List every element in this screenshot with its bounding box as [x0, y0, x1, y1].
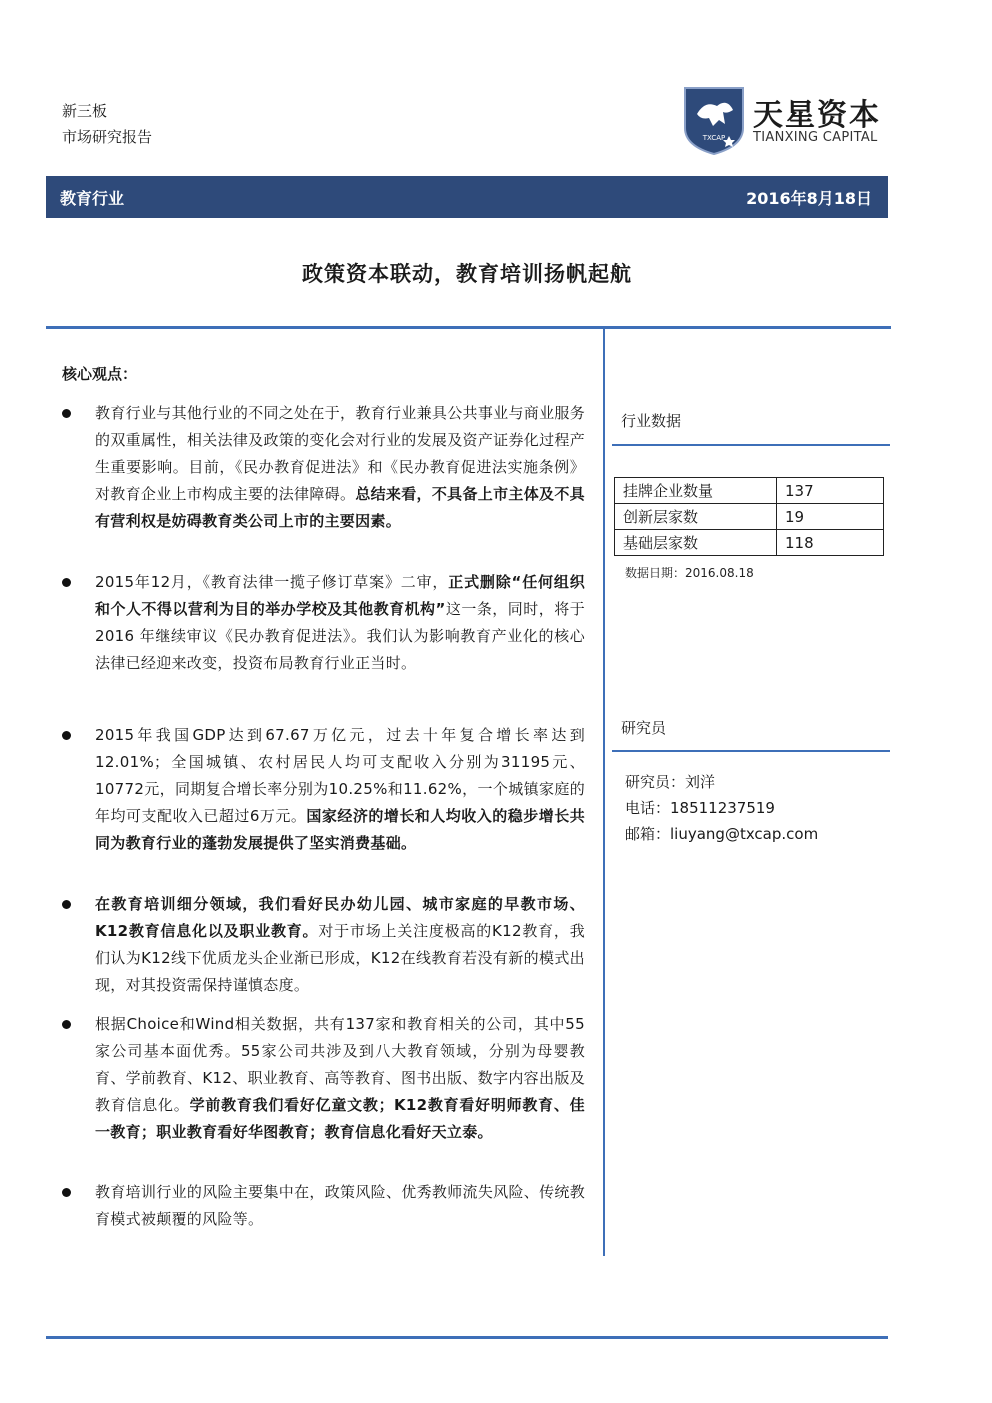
divider-bottom [46, 1336, 888, 1339]
bullet-text-bold: 正式删除“任何组织和个人不得以营利为目的举办学校及其他教育机构” [95, 573, 585, 618]
stat-label: 创新层家数 [615, 504, 777, 530]
company-logo [683, 84, 893, 158]
header-bar [46, 176, 888, 218]
industry-data-heading: 行业数据 [621, 412, 682, 430]
core-views-heading: 核心观点： [62, 365, 138, 383]
bullet-text [95, 1179, 585, 1233]
divider-vertical [603, 329, 605, 1256]
bullet-dot-icon [62, 409, 71, 418]
logo-shield-icon [683, 84, 745, 156]
bullet-text [95, 1011, 585, 1146]
doc-type-line: 市场研究报告 [62, 128, 153, 146]
report-title: 政策资本联动，教育培训扬帆起航 [302, 261, 632, 286]
bullet-text [95, 722, 585, 857]
bullet-text [95, 400, 585, 535]
bullet-dot-icon [62, 1188, 71, 1197]
bullet-dot-icon [62, 900, 71, 909]
sidebar-divider [612, 444, 890, 446]
bullet-dot-icon [62, 578, 71, 587]
analyst-phone: 电话：18511237519 [625, 799, 775, 817]
table-row [615, 478, 884, 504]
bullet-text-run: 2015年12月，《教育法律一揽子修订草案》二审， [95, 573, 449, 591]
sidebar-divider [612, 750, 890, 752]
bullet-text-bold: 学前教育我们看好亿童文教；K12教育看好明师教育、佳一教育；职业教育看好华图教育；教育信息化看好天立泰。 [95, 1096, 585, 1141]
bullet-text-bold: 总结来看，不具备上市主体及不具有营利权是妨碍教育类公司上市的主要因素。 [95, 485, 585, 530]
stat-label: 挂牌企业数量 [615, 478, 777, 504]
logo-badge-text: TXCAP [702, 134, 726, 142]
logo-name-en: TIANXING CAPITAL [753, 130, 878, 145]
bullet-text-run: 教育行业与其他行业的不同之处在于，教育行业兼具公共事业与商业服务的双重属性，相关法律及政策的变化会对行业的发展及资产证券化过程产生重要影响。目前，《民办教育促进法》和《民办教育促进法实施条例》对教育企业上市构成主要的法律障碍。 [95, 404, 585, 503]
industry-stats-table [614, 477, 884, 556]
bullet-text-run: 对于市场上关注度极高的K12教育，我们认为K12线下优质龙头企业渐已形成，K12在线教育若没有新的模式出现，对其投资需保持谨慎态度。 [95, 922, 586, 994]
analyst-heading: 研究员 [621, 719, 667, 737]
bullet-text-bold: 国家经济的增长和人均收入的稳步增长共同为教育行业的蓬勃发展提供了坚实消费基础。 [95, 807, 585, 852]
bullet-text [95, 569, 585, 677]
stat-label: 基础层家数 [615, 530, 777, 556]
stat-value: 118 [777, 530, 884, 556]
stat-value: 137 [777, 478, 884, 504]
bullet-text-run: 这一条，同时，将于 2016 年继续审议《民办教育促进法》。我们认为影响教育产业化的核心法律已经迎来改变，投资布局教育行业正当时。 [95, 600, 585, 672]
table-row [615, 530, 884, 556]
industry-label: 教育行业 [60, 189, 125, 208]
doc-type-line: 新三板 [62, 102, 108, 120]
bullet-text-run: 根据Choice和Wind相关数据，共有137家和教育相关的公司，其中55家公司基本面优秀。55家公司共涉及到八大教育领域，分别为母婴教育、学前教育、K12、职业教育、高等教育、图书出版、数字内容出版及教育信息化。 [95, 1015, 585, 1114]
report-date: 2016年8月18日 [746, 189, 872, 208]
stat-value: 19 [777, 504, 884, 530]
table-row [615, 504, 884, 530]
bullet-text-run: 教育培训行业的风险主要集中在，政策风险、优秀教师流失风险、传统教育模式被颠覆的风险等。 [95, 1183, 585, 1228]
analyst-name: 研究员：刘洋 [625, 773, 716, 791]
bullet-text [95, 891, 585, 999]
data-date: 数据日期：2016.08.18 [625, 566, 754, 580]
analyst-email: 邮箱：liuyang@txcap.com [625, 825, 819, 843]
logo-name-cn: 天星资本 [753, 98, 881, 133]
bullet-text-run: 2015年我国GDP达到67.67万亿元，过去十年复合增长率达到12.01%；全国城镇、农村居民人均可支配收入分别为31195元、10772元，同期复合增长率分别为10.25%和11.62%，一个城镇家庭的年均可支配收入已超过6万元。 [95, 726, 585, 825]
bullet-dot-icon [62, 1020, 71, 1029]
divider-top [46, 326, 891, 329]
bullet-text-bold: 在教育培训细分领域，我们看好民办幼儿园、城市家庭的早教市场、K12教育信息化以及职业教育。 [95, 895, 585, 940]
bullet-dot-icon [62, 731, 71, 740]
